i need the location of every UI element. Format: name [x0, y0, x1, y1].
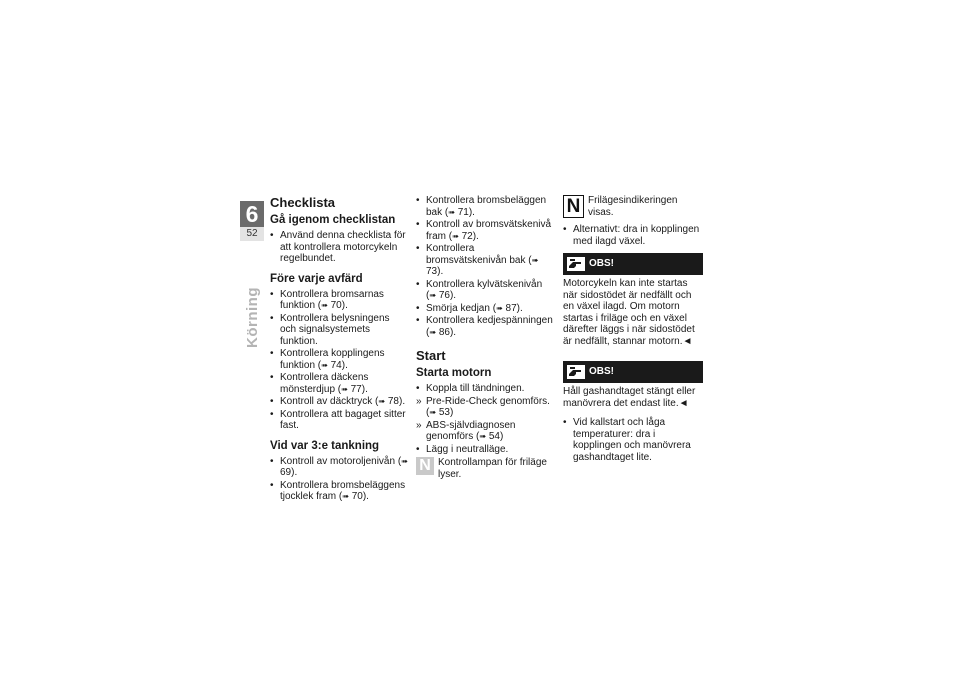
list-ga-igenom	[270, 230, 408, 265]
chapter-side-title: Körning	[243, 286, 261, 348]
arrow-icon: ➠	[429, 291, 437, 300]
note-text: Kontrollampan för friläge lyser.	[438, 457, 547, 480]
obs-text: Motorcykeln kan inte startas när sidostödet är nedfällt och en växel ilagd. Om motorn startas i friläge och en växel därefter läggs i när sidostödet är nedfällt, stannar motorn.◄	[563, 278, 695, 347]
column-3	[563, 195, 703, 464]
page-number-box	[240, 227, 264, 241]
obs-banner-1	[563, 253, 703, 275]
list-kallstart	[563, 417, 703, 463]
chapter-tab	[240, 201, 264, 241]
list-item: • Kontrollera däckens mönsterdjup (➠ 77).	[270, 372, 408, 395]
arrow-icon: ➠	[341, 384, 348, 394]
list-item: » Pre-Ride-Check genomförs. (➠ 53)	[416, 396, 554, 419]
list-item: • Kontroll av motoroljenivån (➠ 69).	[270, 456, 408, 479]
list-item: • Kontrollera kedjespänningen (➠ 86).	[416, 315, 554, 338]
neutral-display-icon: N	[563, 195, 584, 218]
obs-banner-2	[563, 361, 703, 383]
list-item: • Kontrollera bromsbeläggen bak (➠ 71).	[416, 195, 554, 218]
note-text: Frilägesindikeringen visas.	[588, 195, 678, 218]
neutral-indicator-icon: N	[416, 457, 434, 475]
heading-fore-avfard: Före varje avfärd	[270, 272, 363, 285]
list-item: • Kontrollera belysningens och signalsystemets funktion.	[270, 313, 408, 348]
list-item: • Koppla till tändningen.	[416, 383, 554, 395]
list-alternative	[563, 224, 703, 247]
obs-label: OBS!	[589, 258, 614, 270]
list-item: » ABS-självdiagnosen genomförs (➠ 54)	[416, 420, 554, 443]
obs-text: Håll gashandtaget stängt eller manövrera det endast lite.◄	[563, 386, 696, 409]
list-item: • Kontrollera bromsbeläggens tjocklek fram (➠ 70).	[270, 480, 408, 503]
list-item: • Lägg i neutralläge.	[416, 444, 554, 456]
arrow-icon: ➠	[429, 327, 437, 337]
heading-ga-igenom: Gå igenom checklistan	[270, 214, 396, 226]
list-starta-motorn	[416, 383, 554, 455]
list-continued	[416, 195, 554, 338]
section-title-checklista: Checklista	[270, 195, 336, 210]
list-item: • Smörja kedjan (➠ 87).	[416, 303, 554, 315]
list-item: • Kontrollera kylvätskenivån (➠ 76).	[416, 279, 554, 302]
arrow-icon: ➠	[452, 231, 459, 241]
arrow-icon: ➠	[401, 456, 408, 466]
heading-3e-tankning: Vid var 3:e tankning	[270, 439, 380, 452]
section-title-start: Start	[416, 348, 446, 363]
list-3e-tankning	[270, 456, 408, 503]
heading-starta-motorn: Starta motorn	[416, 367, 492, 379]
obs-label: OBS!	[589, 366, 614, 378]
list-item: • Använd denna checklista för att kontrollera motorcykeln regelbundet.	[270, 230, 408, 265]
arrow-icon: ➠	[342, 492, 349, 501]
arrow-icon: ➠	[378, 397, 386, 406]
column-2	[416, 195, 554, 480]
pointing-hand-icon	[566, 256, 586, 272]
column-1	[270, 195, 408, 504]
list-item: • Kontrollera att bagaget sitter fast.	[270, 409, 408, 432]
arrow-icon: ➠	[479, 432, 487, 441]
page-number: 52	[246, 228, 258, 239]
list-item: • Vid kallstart och låga temperaturer: dra i kopplingen och manövrera gashandtaget lite.	[563, 417, 703, 463]
neutral-note	[416, 457, 554, 480]
arrow-icon: ➠	[448, 207, 455, 217]
pointing-hand-icon	[566, 364, 586, 380]
list-item: • Kontrollera bromsvätskenivån bak (➠ 73).	[416, 243, 554, 278]
arrow-icon: ➠	[321, 360, 328, 370]
arrow-icon: ➠	[429, 408, 437, 417]
chapter-number: 6	[245, 201, 259, 227]
list-item: • Kontroll av bromsvätskenivå fram (➠ 72).	[416, 219, 554, 242]
list-item: • Kontroll av däcktryck (➠ 78).	[270, 396, 408, 408]
neutral-display-note	[563, 195, 703, 218]
list-fore-avfard	[270, 289, 408, 432]
arrow-icon: ➠	[496, 303, 503, 313]
list-item: • Kontrollera kopplingens funktion (➠ 74).	[270, 348, 408, 371]
arrow-icon: ➠	[321, 301, 328, 310]
arrow-icon: ➠	[531, 255, 539, 265]
list-item: • Alternativt: dra in kopplingen med ilagd växel.	[563, 224, 703, 247]
list-item: • Kontrollera bromsarnas funktion (➠ 70).	[270, 289, 408, 312]
